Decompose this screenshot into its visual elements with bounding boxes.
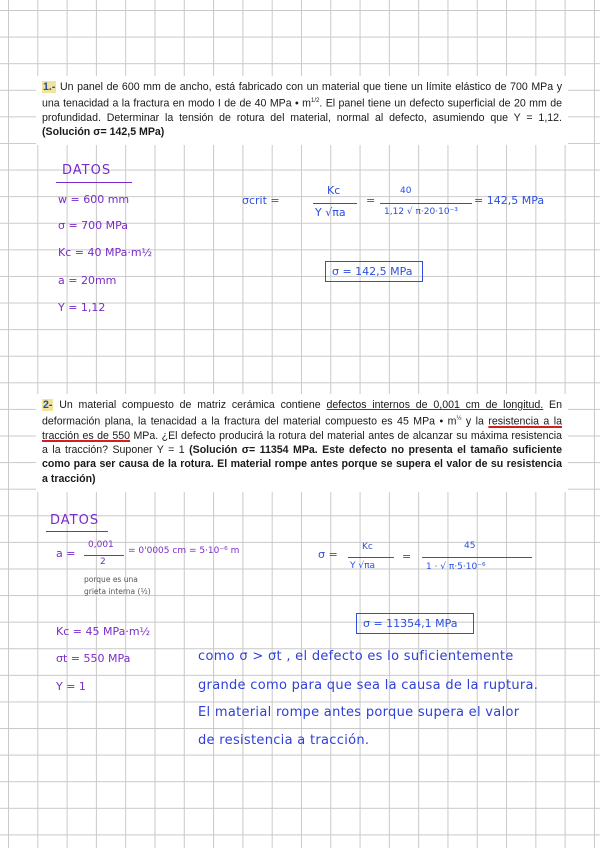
problem-2-text-d: MPa. ¿El defecto producirá la rotura del material antes de alcanzar su máxima resistencia a la tracción? Suponer Y = 1	[42, 429, 563, 457]
data-a-note-1: porque es una	[84, 575, 138, 584]
problem-1-text-2: . El panel tiene un defecto superficial de 20 mm de profundidad. Determinar la tensión de rotura del material, normal al defecto, asumiendo que Y = 1,12.	[42, 97, 563, 124]
problem-2-text-c: y la	[461, 415, 489, 428]
formula-1-fraction-line	[313, 203, 357, 204]
formula-1-value-line	[380, 203, 472, 204]
formula-1-value-denominator: 1,12 √ π·20·10⁻³	[384, 207, 458, 217]
formula-2-denominator: Y √πa	[350, 561, 376, 571]
problem-1	[36, 76, 568, 145]
formula-2-value-denominator: 1 · √ π·5·10⁻⁶	[426, 562, 486, 572]
data-toughness: Kc = 40 MPa·m½	[58, 246, 153, 259]
problem-2-solution: (Solución σ= 11354 MPa. Este defecto no presenta el tamaño suficiente como para ser causa de la rotura. El material rompe antes porque se supera el valor de su resistencia a tracción)	[42, 444, 562, 485]
problem-2-number: 2-	[43, 399, 53, 411]
data-geometry-factor: Y = 1,12	[58, 301, 106, 314]
data-yield-stress: σ = 700 MPa	[58, 219, 129, 232]
sigma-crit-label: σcrit =	[242, 194, 280, 207]
problem-1-exp: 1/2	[311, 98, 320, 105]
problem-1-number: 1.-	[43, 81, 56, 93]
data-a-conversion: = 0'0005 cm = 5·10⁻⁶ m	[128, 546, 240, 556]
formula-2-numerator: Kc	[362, 542, 373, 552]
datos-underline-1	[56, 182, 132, 183]
formula-2-value-line	[422, 557, 532, 558]
data-a-label: a =	[56, 547, 76, 560]
data-a-fraction-line	[84, 555, 124, 556]
data-a-numerator: 0,001	[88, 540, 114, 550]
formula-1-result: = 142,5 MPa	[474, 194, 545, 207]
problem-2-strength-underlined: resistencia a la tracción es de 550	[42, 415, 562, 442]
sigma-label-2: σ =	[318, 548, 338, 561]
data-a-note-2: grieta interna (½)	[84, 587, 151, 596]
problem-2-defect-underlined: defectos internos de 0,001 cm de longitud.	[326, 399, 544, 411]
result-box-1: σ = 142,5 MPa	[325, 261, 423, 282]
datos-heading-2: DATOS	[50, 513, 100, 528]
datos-heading-1: DATOS	[62, 163, 112, 178]
conclusion-line-4: de resistencia a tracción.	[198, 733, 370, 748]
formula-2-equals: =	[402, 550, 412, 563]
formula-2-fraction-line	[348, 557, 394, 558]
problem-2-text-b: En deformación plana, la tenacidad a la fractura del material compuesto es 45 MPa • m	[42, 399, 562, 428]
conclusion-line-1: como σ > σt , el defecto es lo suficientemente	[198, 649, 514, 664]
data-toughness-2: Kc = 45 MPa·m½	[56, 625, 151, 638]
data-geometry-factor-2: Y = 1	[56, 680, 86, 693]
problem-2	[36, 394, 568, 492]
data-crack-depth: a = 20mm	[58, 274, 117, 287]
formula-1-numerator: Kc	[327, 184, 341, 197]
conclusion-line-2: grande como para que sea la causa de la ruptura.	[198, 678, 539, 693]
formula-2-value-numerator: 45	[464, 541, 476, 551]
datos-underline-2	[46, 531, 108, 532]
data-width: w = 600 mm	[58, 193, 130, 206]
formula-1-equals: =	[366, 194, 376, 207]
problem-1-text: Un panel de 600 mm de ancho, está fabricado con un material que tiene un límite elástico de 700 MPa y una tenacidad a la fractura en modo I de de 40 MPa • m	[42, 81, 562, 110]
formula-1-value-numerator: 40	[400, 186, 412, 196]
data-a-denominator: 2	[100, 557, 106, 567]
data-tensile-strength: σt = 550 MPa	[56, 652, 131, 665]
conclusion-line-3: El material rompe antes porque supera el valor	[198, 705, 520, 720]
problem-2-text-a: Un material compuesto de matriz cerámica contiene	[59, 399, 327, 411]
problem-2-exp: ½	[456, 416, 462, 423]
problem-1-solution: (Solución σ= 142,5 MPa)	[42, 126, 165, 139]
formula-1-denominator: Y √πa	[315, 206, 346, 219]
result-box-2: σ = 11354,1 MPa	[356, 613, 474, 634]
